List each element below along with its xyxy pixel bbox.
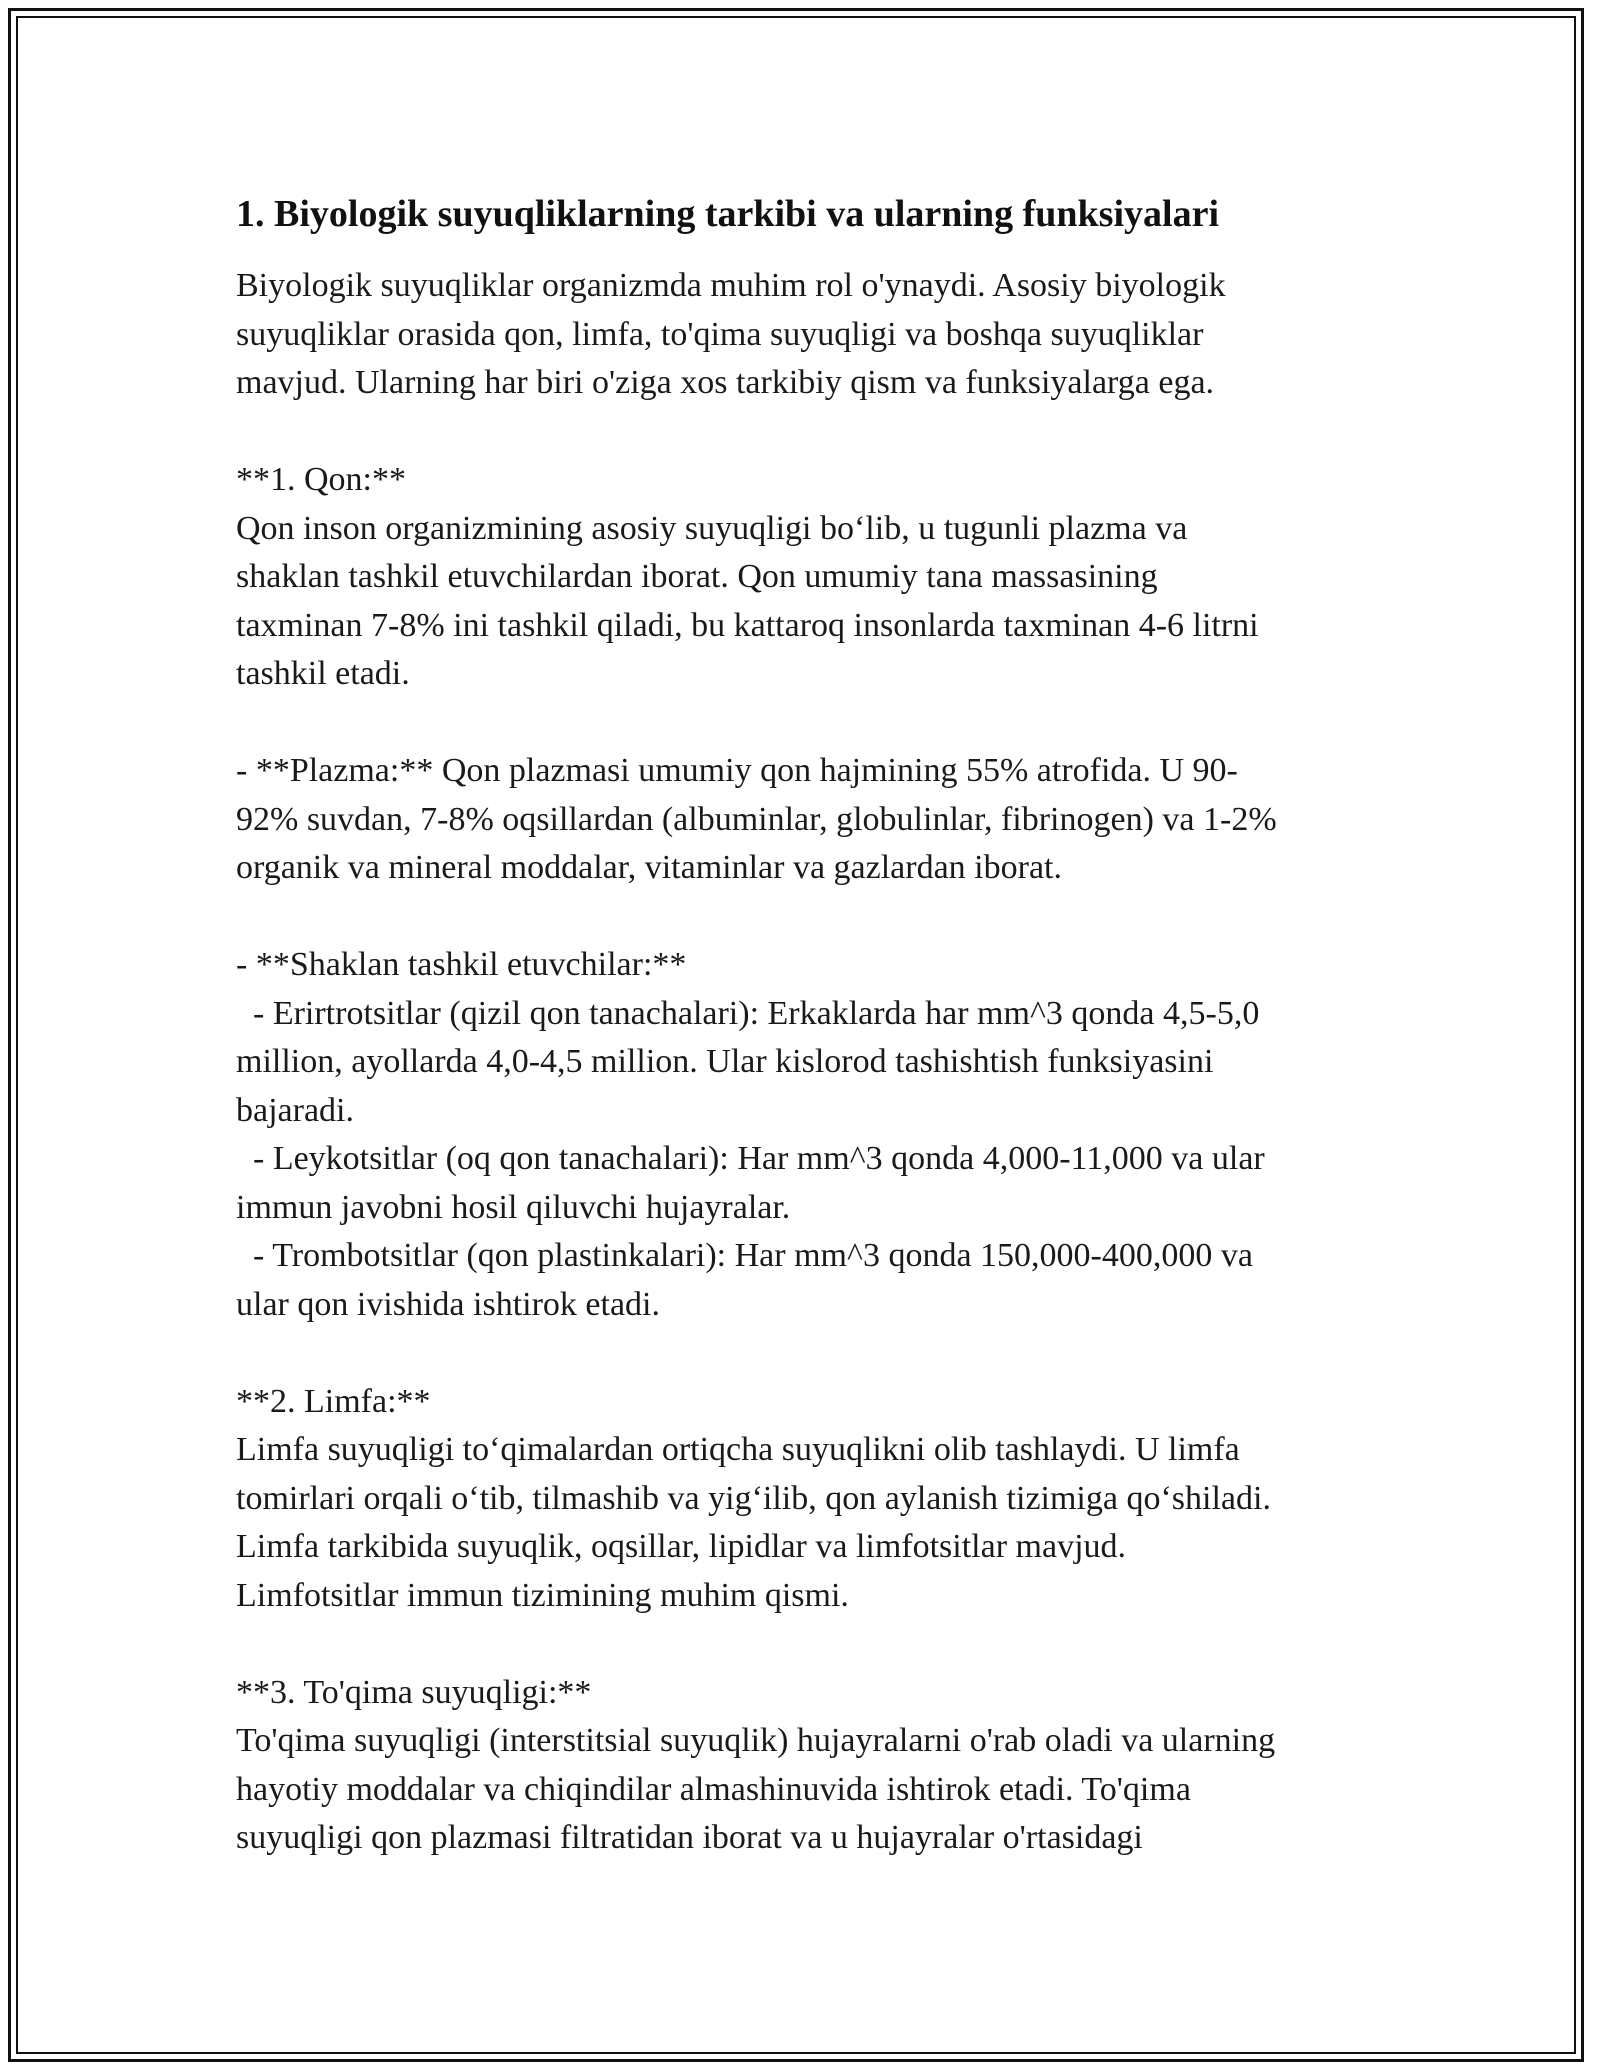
section-heading: **3. To'qima suyuqligi:**	[236, 1673, 592, 1711]
text-line: tomirlari orqali o‘tib, tilmashib va yig‘ilib, qon aylanish tizimiga qo‘shiladi.	[236, 1479, 1271, 1517]
text-line: ular qon ivishida ishtirok etadi.	[236, 1285, 660, 1323]
text-line: hayotiy moddalar va chiqindilar almashinuvida ishtirok etadi. To'qima	[236, 1770, 1191, 1808]
section-toqima-suyuqligi	[236, 1669, 1376, 1863]
text-line: Qon inson organizmining asosiy suyuqligi bo‘lib, u tugunli plazma va	[236, 509, 1188, 547]
text-line: immun javobni hosil qiluvchi hujayralar.	[236, 1188, 791, 1226]
text-line: - **Plazma:** Qon plazmasi umumiy qon hajmining 55% atrofida. U 90-	[236, 752, 1238, 789]
text-line: organik va mineral moddalar, vitaminlar va gazlardan iborat.	[236, 849, 1062, 886]
intro-paragraph	[236, 262, 1376, 408]
text-line: tashkil etadi.	[236, 655, 410, 692]
text-line: million, ayollarda 4,0-4,5 million. Ular kislorod tashishtish funksiyasini	[236, 1043, 1214, 1080]
text-line: bajaradi.	[236, 1091, 354, 1129]
text-line: Limfa tarkibida suyuqlik, oqsillar, lipidlar va limfotsitlar mavjud.	[236, 1528, 1127, 1565]
text-line: Limfotsitlar immun tizimining muhim qismi.	[236, 1576, 849, 1614]
section-qon	[236, 456, 1376, 699]
text-line: - Trombotsitlar (qon plastinkalari): Har mm^3 qonda 150,000-400,000 va	[236, 1237, 1253, 1274]
section-heading: **2. Limfa:**	[236, 1382, 431, 1420]
text-line: Biyologik suyuqliklar organizmda muhim rol o'ynaydi. Asosiy biyologik	[236, 267, 1226, 304]
document-title: 1. Biyologik suyuqliklarning tarkibi va ularning funksiyalari	[236, 193, 1220, 235]
section-plazma	[236, 747, 1376, 893]
text-line: shaklan tashkil etuvchilardan iborat. Qon umumiy tana massasining	[236, 558, 1158, 595]
text-line: mavjud. Ularning har biri o'ziga xos tarkibiy qism va funksiyalarga ega.	[236, 364, 1215, 401]
document-body	[236, 188, 1376, 1863]
text-line: Limfa suyuqligi to‘qimalardan ortiqcha suyuqlikni olib tashlaydi. U limfa	[236, 1431, 1240, 1468]
text-line: suyuqligi qon plazmasi filtratidan iborat va u hujayralar o'rtasidagi	[236, 1819, 1143, 1856]
section-shaklan-tashkil-etuvchilar	[236, 941, 1376, 1329]
section-heading: **1. Qon:**	[236, 461, 406, 498]
text-line: 92% suvdan, 7-8% oqsillardan (albuminlar, globulinlar, fibrinogen) va 1-2%	[236, 800, 1277, 838]
text-line: To'qima suyuqligi (interstitsial suyuqlik) hujayralarni o'rab oladi va ularning	[236, 1722, 1276, 1759]
text-line: - **Shaklan tashkil etuvchilar:**	[236, 946, 687, 983]
text-line: taxminan 7-8% ini tashkil qiladi, bu kattaroq insonlarda taxminan 4-6 litrni	[236, 606, 1259, 644]
text-line: - Erirtrotsitlar (qizil qon tanachalari): Erkaklarda har mm^3 qonda 4,5-5,0	[236, 994, 1260, 1032]
text-line: - Leykotsitlar (oq qon tanachalari): Har mm^3 qonda 4,000-11,000 va ular	[236, 1140, 1265, 1177]
text-line: suyuqliklar orasida qon, limfa, to'qima suyuqligi va boshqa suyuqliklar	[236, 315, 1204, 353]
section-limfa	[236, 1378, 1376, 1621]
